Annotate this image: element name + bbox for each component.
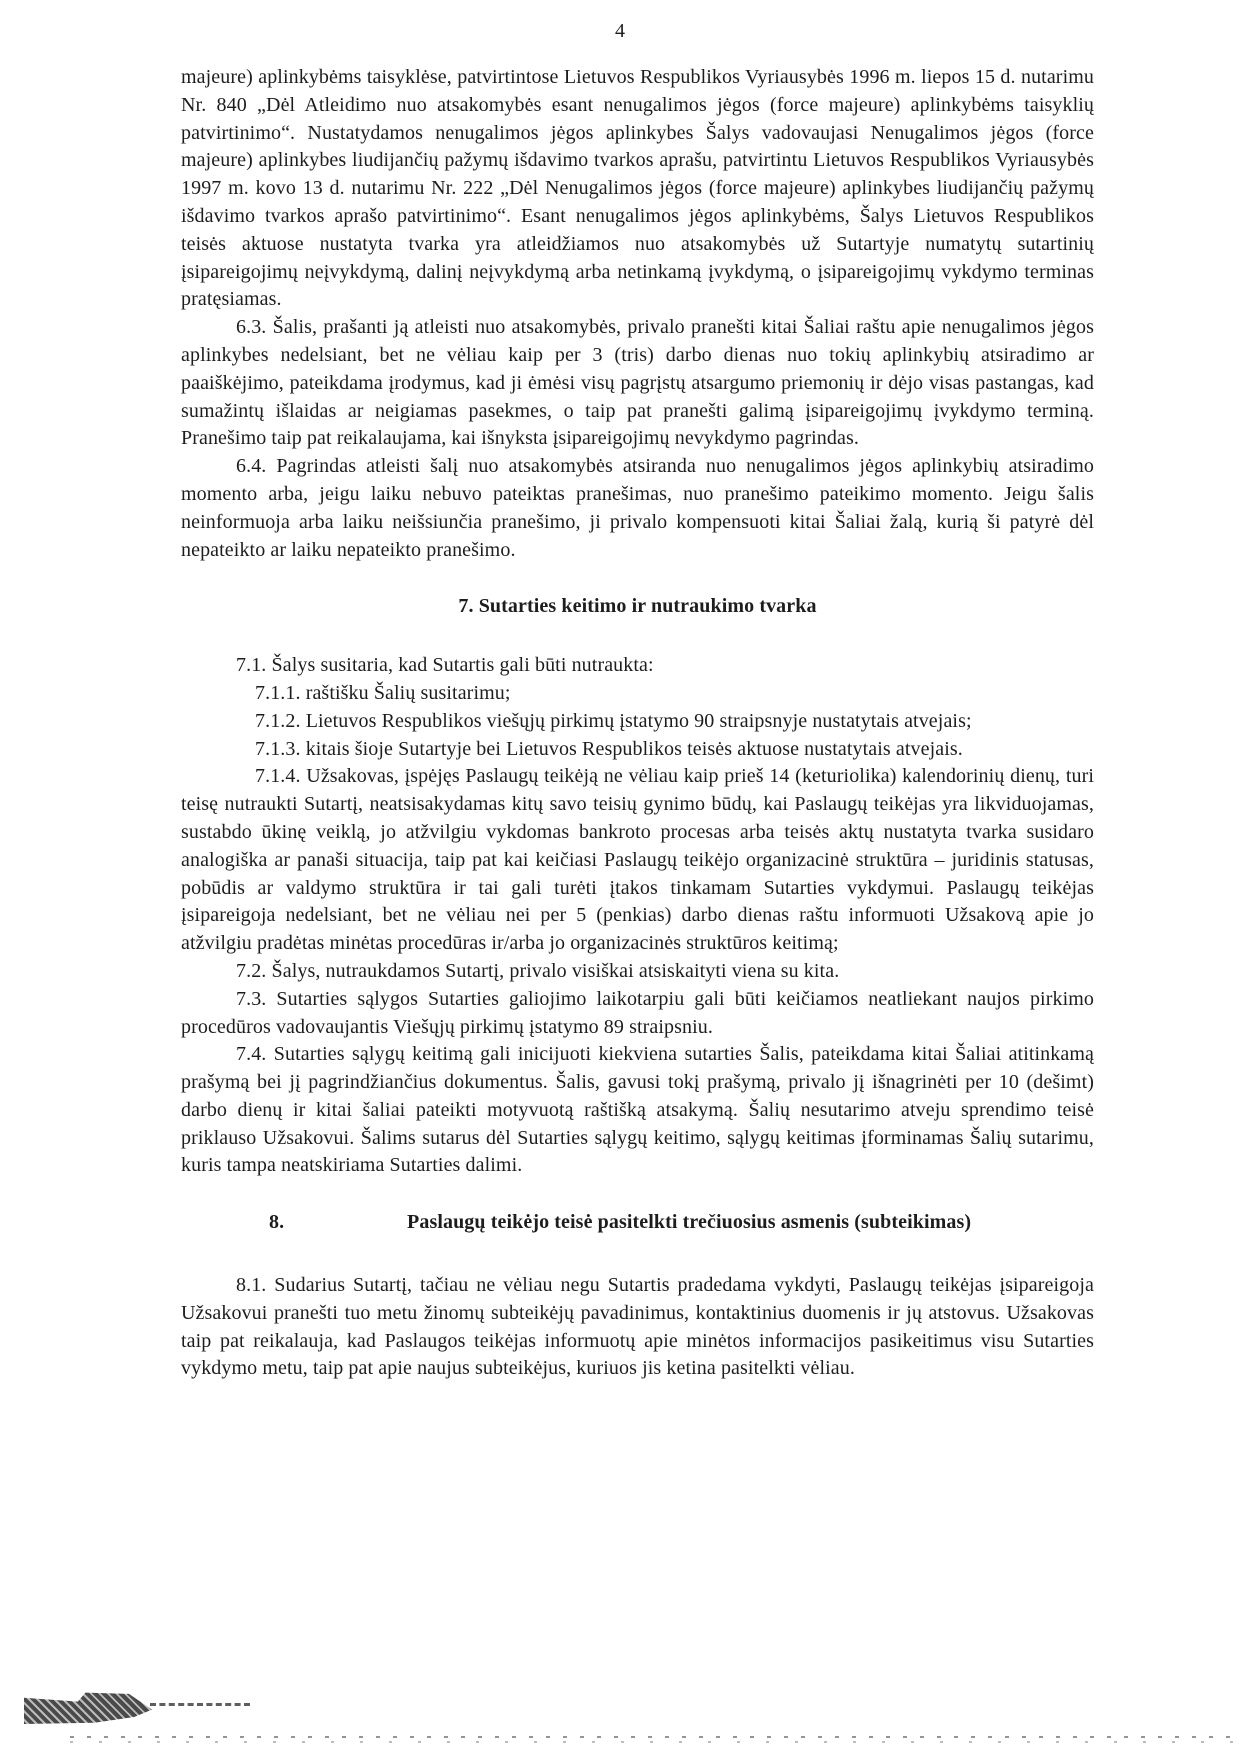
document-body (181, 64, 1094, 1383)
paragraph-7-1-2: 7.1.2. Lietuvos Respublikos viešųjų pirkimų įstatymo 90 straipsnyje nustatytais atvejais; (255, 709, 972, 732)
paragraph-6-3: 6.3. Šalis, prašanti ją atleisti nuo atsakomybės, privalo pranešti kitai Šaliai raštu apie nenugalimos jėgos aplinkybes nedelsiant, bet ne vėliau kaip per 3 (tris) darbo dienas nuo tokių aplinkybių atsiradimo ar paaiškėjimo, pateikdama įrodymus, kad ji ėmėsi visų pagrįstų atsargumo priemonių ir dėjo visas pastangas, kad sumažintų išlaidas ar neigiamas pasekmes, o taip pat pranešti galimą įsipareigojimų įvykdymo terminą. Pranešimo taip pat reikalaujama, kai išnyksta įsipareigojimų nevykdymo pagrindas. (181, 316, 1094, 450)
section-heading-7: 7. Sutarties keitimo ir nutraukimo tvarka (458, 595, 817, 618)
paragraph-6-4: 6.4. Pagrindas atleisti šalį nuo atsakomybės atsiranda nuo nenugalimos jėgos aplinkybių atsiradimo momento arba, jeigu laiku nebuvo pateiktas pranešimas, nuo pranešimo pateikimo momento. Jeigu šalis neinformuoja arba laiku neišsiunčia pranešimo, ji privalo kompensuoti kitai Šaliai žalą, kurią ši patyrė dėl nepateikto ar laiku nepateikto pranešimo. (181, 455, 1094, 561)
scan-noise-dots (70, 1734, 1236, 1744)
section-heading-8-number: 8. (269, 1211, 285, 1234)
paragraph-7-1: 7.1. Šalys susitaria, kad Sutartis gali būti nutraukta: (236, 654, 654, 677)
page-number: 4 (615, 20, 625, 42)
paragraph-force-majeure-continuation: majeure) aplinkybėms taisyklėse, patvirtintose Lietuvos Respublikos Vyriausybės 1996 m. liepos 15 d. nutarimu Nr. 840 „Dėl Atleidimo nuo atsakomybės esant nenugalimos jėgos (force majeure) aplinkybėms taisyklių patvirtinimo“. Nustatydamos nenugalimos jėgos aplinkybes Šalys vadovaujasi Nenugalimos jėgos (force majeure) aplinkybes liudijančių pažymų išdavimo tvarkos aprašu, patvirtintu Lietuvos Respublikos Vyriausybės 1997 m. kovo 13 d. nutarimu Nr. 222 „Dėl Nenugalimos jėgos (force majeure) aplinkybes liudijančių pažymų išdavimo tvarkos aprašo patvirtinimo“. Esant nenugalimos jėgos aplinkybėms, Šalys Lietuvos Respublikos teisės aktuose nustatyta tvarka yra atleidžiamos nuo atsakomybės už Sutartyje numatytų sutartinių įsipareigojimų neįvykdymą, dalinį neįvykdymą arba netinkamą įvykdymą, o įsipareigojimų vykdymo terminas pratęsiamas. (181, 66, 1094, 311)
paragraph-7-1-4: 7.1.4. Užsakovas, įspėjęs Paslaugų teikėją ne vėliau kaip prieš 14 (keturiolika) kalendorinių dienų, turi teisę nutraukti Sutartį, neatsisakydamas kitų savo teisių gynimo būdų, kai Paslaugų teikėjas yra likviduojamas, sustabdo ūkinę veiklą, jo atžvilgiu vykdomas bankroto procesas arba teisės aktų nustatyta tvarka susidaro analogiška ar panaši situacija, taip pat kai keičiasi Paslaugų teikėjo organizacinė struktūra – juridinis statusas, pobūdis ar valdymo struktūra ir tai gali turėti įtakos tinkamam Sutarties vykdymui. Paslaugų teikėjas įsipareigoja nedelsiant, bet ne vėliau nei per 5 (penkias) darbo dienas raštu informuoti Užsakovą apie jo atžvilgiu pradėtas minėtas procedūras ir/arba jo organizacinės struktūros keitimą; (181, 765, 1094, 955)
paragraph-7-2: 7.2. Šalys, nutraukdamos Sutartį, privalo visiškai atsiskaityti viena su kita. (236, 959, 840, 982)
paragraph-8-1: 8.1. Sudarius Sutartį, tačiau ne vėliau negu Sutartis pradedama vykdyti, Paslaugų teikėjas įsipareigoja Užsakovui pranešti tuo metu žinomų subteikėjų pavadinimus, kontaktinius duomenis ir jų atstovus. Užsakovas taip pat reikalauja, kad Paslaugos teikėjas informuotų apie minėtos informacijos pasikeitimus visu Sutarties vykdymo metu, taip pat apie naujus subteikėjus, kuriuos jis ketina pasitelkti vėliau. (181, 1274, 1094, 1380)
paragraph-7-1-1: 7.1.1. raštišku Šalių susitarimu; (255, 681, 511, 704)
section-heading-8-title: Paslaugų teikėjo teisė pasitelkti trečiuosius asmenis (subteikimas) (407, 1211, 972, 1234)
ink-smudge-tail-artifact (150, 1703, 250, 1706)
paragraph-7-1-3: 7.1.3. kitais šioje Sutartyje bei Lietuvos Respublikos teisės aktuose nustatytais atvejais. (255, 737, 963, 760)
paragraph-7-4: 7.4. Sutarties sąlygų keitimą gali inicijuoti kiekviena sutarties Šalis, pateikdama kitai Šaliai atitinkamą prašymą bei jį pagrindžiančius dokumentus. Šalis, gavusi tokį prašymą, privalo jį išnagrinėti per 10 (dešimt) darbo dienų ir kitai šaliai pateikti motyvuotą raštišką atsakymą. Šalių nesutarimo atveju sprendimo teisė priklauso Užsakovui. Šalims sutarus dėl Sutarties sąlygų keitimo, sąlygų keitimas įforminamas Šalių sutarimu, kuris tampa neatskiriama Sutarties dalimi. (181, 1043, 1094, 1177)
ink-smudge-artifact (24, 1692, 152, 1724)
paragraph-7-3: 7.3. Sutarties sąlygos Sutarties galiojimo laikotarpiu gali būti keičiamos neatliekant naujos pirkimo procedūros vadovaujantis Viešųjų pirkimų įstatymo 89 straipsniu. (181, 987, 1094, 1038)
section-heading-8 (181, 1209, 1094, 1237)
